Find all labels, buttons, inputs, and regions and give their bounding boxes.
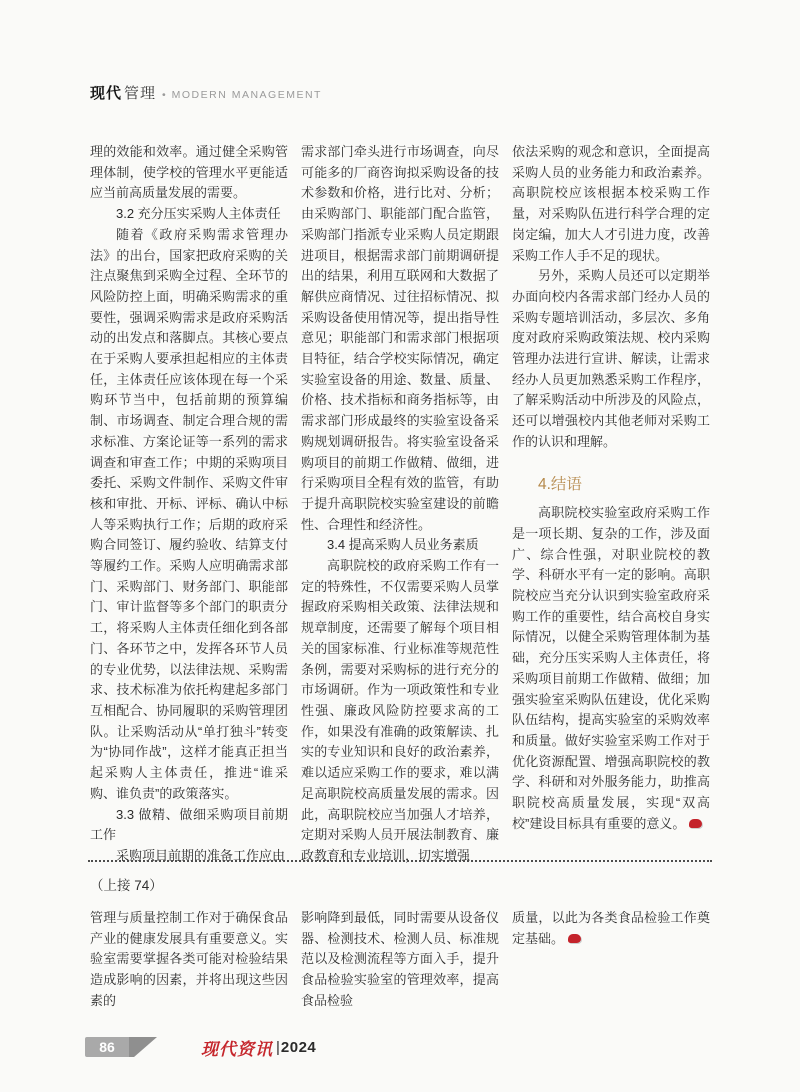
article-end-icon xyxy=(689,819,702,828)
page-number-slant-decoration xyxy=(129,1037,157,1057)
page-number-badge xyxy=(85,1037,157,1057)
running-head xyxy=(90,82,322,103)
journal-title-zh-light: 管理 xyxy=(124,85,157,102)
main-article xyxy=(90,142,712,863)
body-paragraph: 采购项目前期的准备工作应由 xyxy=(116,847,286,863)
page-number: 86 xyxy=(85,1037,129,1057)
section-heading-3-3: 3.3 做精、做细采购项目前期工作 xyxy=(90,806,288,843)
continued-text: 质量，以此为各类食品检验工作奠定基础。 xyxy=(512,910,710,946)
column-1 xyxy=(90,908,288,1008)
body-paragraph: 高职院校的政府采购工作有一定的特殊性，不仅需要采购人员掌握政府采购相关政策、法律法规和规章制度，还需要了解每个项目相关的国家标准、行业标准等规范性条例，需要对采购标的进行充分的市场调研。作为一项政策性和专业性强、廉政风险防控要求高的工作，如果没有准确的政策解读、扎实的专业知识和良好的政治素养，难以适应采购工作的要求，难以满足高职院校高质量发展的需求。因此，高职院校应当加强人才培养，定期对采购人员开展法制教育、廉政教育和专业培训，切实增强 xyxy=(301,558,499,863)
conclusion-text: 高职院校实验室政府采购工作是一项长期、复杂的工作，涉及面广、综合性强，对职业院校的教学、科研水平有一定的影响。高职院校应当充分认识到实验室政府采购工作的重要性，结合高校自身实际情况，以健全采购管理体制为基础，充分压实采购人主体责任，将采购项目前期工作做精、做细；加强实验室采购队伍建设，优化采购队伍结构，提高实验室的采购效率和质量。做好实验室采购工作对于优化资源配置、增强高职院校的教学、科研和对外服务能力，助推高职院校高质量发展，实现“双高校”建设目标具有重要的意义。 xyxy=(512,505,710,831)
page-footer xyxy=(85,1036,316,1058)
article-end-icon xyxy=(568,934,581,943)
section-heading-3-4: 3.4 提高采购人员业务素质 xyxy=(327,537,479,553)
body-paragraph: 依法采购的观念和意识，全面提高采购人员的业务能力和政治素养。高职院校应该根据本校采购工作量，对采购队伍进行科学合理的定岗定编，加大人才引进力度，改善采购工作人手不足的现状。 xyxy=(512,144,710,263)
journal-title-en: • MODERN MANAGEMENT xyxy=(162,89,322,101)
body-paragraph: 影响降到最低，同时需要从设备仪器、检测技术、检测人员、标准规范以及检测流程等方面入手，提升食品检验实验室的管理效率，提高食品检验 xyxy=(301,910,499,1008)
conclusion-heading: 4.结语 xyxy=(538,475,582,493)
column-3 xyxy=(512,908,710,1008)
body-paragraph: 需求部门牵头进行市场调查，向尽可能多的厂商咨询拟采购设备的技术参数和价格，进行比对、分析；由采购部门、职能部门配合监管，采购部门指派专业采购人员定期跟进项目，根据需求部门前期调研提出的结果，利用互联网和大数据了解供应商情况、过往招标情况、拟采购设备使用情况等，提出指导性意见；职能部门和需求部门根据项目特征，结合学校实际情况，确定实验室设备的用途、数量、质量、价格、技术指标和商务指标等，由需求部门形成最终的实验室设备采购规划调研报告。将实验室设备采购项目的前期工作做精、做细，进行采购项目全程有效的监管，有助于提升高职院校实验室建设的前瞻性、合理性和经济性。 xyxy=(301,144,499,532)
body-paragraph: 另外，采购人员还可以定期举办面向校内各需求部门经办人员的采购专题培训活动，多层次、多角度对政府采购政策法规、校内采购管理办法进行宣讲、解读，让需求经办人员更加熟悉采购工作程序，了解采购活动中所涉及的风险点，还可以增强校内其他老师对采购工作的认识和理解。 xyxy=(512,268,710,449)
footer-separator: | xyxy=(276,1038,280,1056)
column-2 xyxy=(301,142,499,863)
article-divider xyxy=(88,860,712,862)
body-paragraph: 理的效能和效率。通过健全采购管理体制，使学校的管理水平更能适应当前高质量发展的需要。 xyxy=(90,144,288,201)
column-1 xyxy=(90,142,288,863)
section-heading-3-2: 3.2 充分压实采购人主体责任 xyxy=(116,206,281,222)
body-paragraph: 随着《政府采购需求管理办法》的出台，国家把政府采购的关注点聚焦到采购全过程、全环节的风险防控上面，明确采购需求的重要性，强调采购需求是政府采购活动的出发点和落脚点。其核心要点在于采购人要承担起相应的主体责任，主体责任应该体现在每一个采购环节当中，包括前期的预算编制、市场调查、制定合理合规的需求标准、方案论证等一系列的需求调查和审查工作；中期的采购项目委托、采购文件制作、采购文件审核和审批、开标、评标、确认中标人等采购执行工作；后期的政府采购合同签订、履约验收、结算支付等履约工作。采购人应明确需求部门、采购部门、财务部门、职能部门、审计监督等多个部门的职责分工，将采购人主体责任细化到各部门、各环节之中，发挥各环节人员的专业优势，以法律法规、采购需求、技术标准为依托构建起多部门互相配合、协同履职的采购管理团队。让采购活动从“单打独斗”转变为“协同作战”，这样才能真正担当起采购人主体责任，推进“谁采购、谁负责”的政策落实。 xyxy=(90,226,288,801)
journal-title-zh-bold: 现代 xyxy=(90,85,123,102)
footer-journal-name: 现代资讯 xyxy=(201,1039,273,1059)
column-3 xyxy=(512,142,710,842)
continued-from-label: （上接 74） xyxy=(90,878,163,893)
body-paragraph xyxy=(512,908,710,949)
column-2 xyxy=(301,908,499,1008)
continued-article xyxy=(90,908,712,1008)
body-paragraph: 管理与质量控制工作对于确保食品产业的健康发展具有重要意义。实验室需要掌握各类可能对检验结果造成影响的因素，并将出现这些因素的 xyxy=(90,910,288,1008)
footer-year: 2024 xyxy=(280,1038,317,1056)
body-paragraph xyxy=(512,503,710,834)
